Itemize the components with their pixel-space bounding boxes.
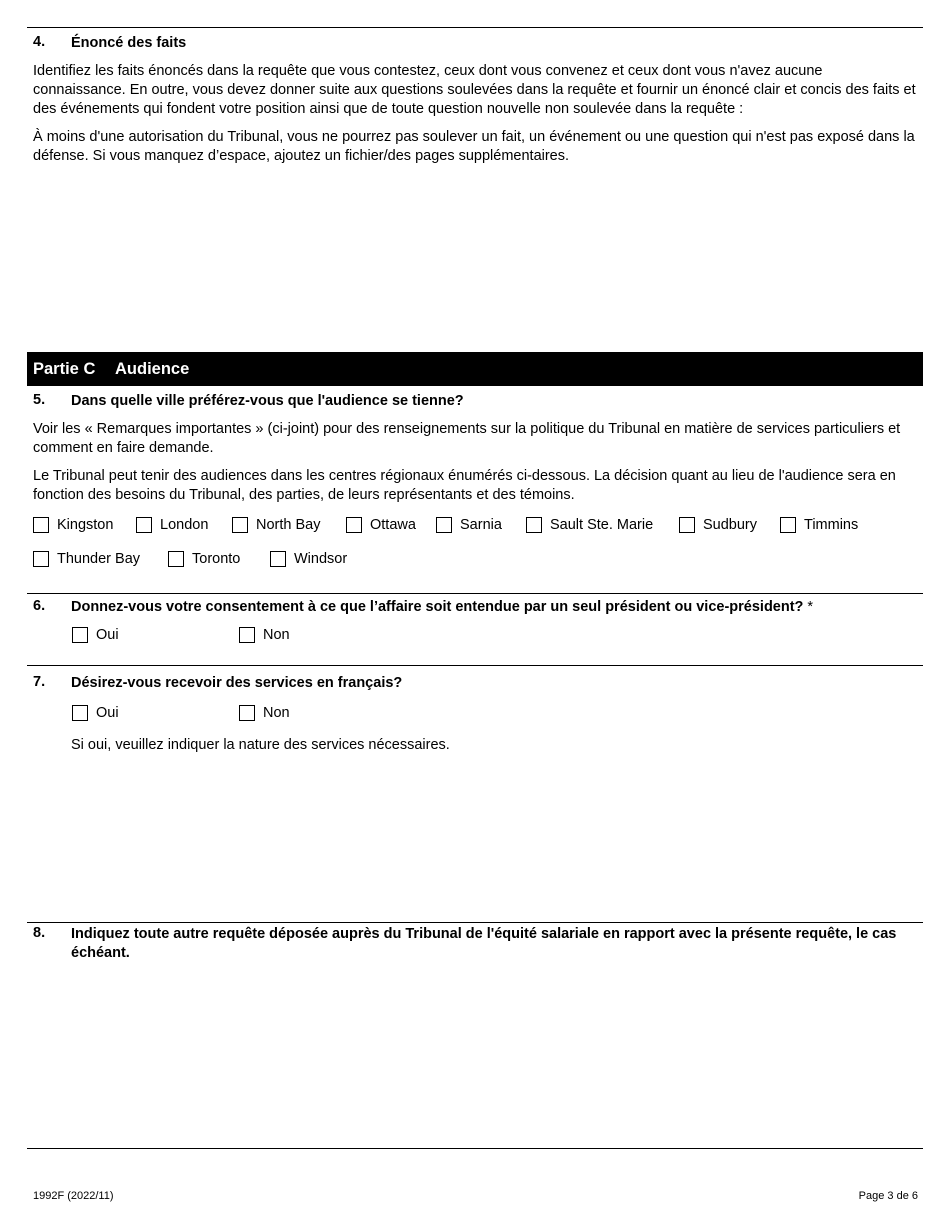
city-label: Timmins xyxy=(804,517,859,533)
city-label: Sarnia xyxy=(460,517,502,533)
q6-question xyxy=(71,598,813,617)
q5-instructions: Voir les « Remarques importantes » (ci-joint) pour des renseignements sur la politique du Tribunal en matière de services particuliers et comment en faire demande. xyxy=(33,421,901,456)
city-checkbox-windsor[interactable] xyxy=(270,551,347,567)
q6-no-checkbox[interactable] xyxy=(239,627,290,643)
checkbox-box[interactable] xyxy=(33,551,49,567)
q7-followup: Si oui, veuillez indiquer la nature des services nécessaires. xyxy=(71,737,450,753)
no-label: Non xyxy=(263,705,290,721)
q4-title: Énoncé des faits xyxy=(71,35,187,51)
city-label: London xyxy=(160,517,209,533)
page-number: Page 3 de 6 xyxy=(858,1190,918,1202)
q7-title: Désirez-vous recevoir des services en français? xyxy=(71,675,403,691)
q6-title: Donnez-vous votre consentement à ce que l’affaire soit entendue par un seul président ou vice-président? xyxy=(71,599,804,615)
checkbox-box[interactable] xyxy=(679,517,695,533)
q4-note: À moins d'une autorisation du Tribunal, vous ne pourrez pas soulever un fait, un événement ou une question qui n'est pas exposé dans la défense. Si vous manquez d’espace, ajoutez un fichier/des pages supplémentaires. xyxy=(33,129,915,164)
city-label: Toronto xyxy=(192,551,241,567)
q4-instructions: Identifiez les faits énoncés dans la requête que vous contestez, ceux dont vous convenez et ceux dont vous n'avez aucune connaissance. En outre, vous devez donner suite aux questions soulevées dans la requête et fournir un énoncé clair et concis des faits et des événements qui fondent votre position ainsi que de toute question nouvelle non soulevée dans la requête : xyxy=(33,63,916,117)
q7-no-checkbox[interactable] xyxy=(239,705,290,721)
q8-title: Indiquez toute autre requête déposée auprès du Tribunal de l'équité salariale en rapport avec la présente requête, le cas échéant. xyxy=(71,926,897,961)
checkbox-box[interactable] xyxy=(239,705,255,721)
city-label: Sudbury xyxy=(703,517,758,533)
q5-title: Dans quelle ville préférez-vous que l'audience se tienne? xyxy=(71,393,464,409)
part-c-label: Partie C xyxy=(33,360,96,378)
city-checkbox-north-bay[interactable] xyxy=(232,517,320,533)
checkbox-box[interactable] xyxy=(33,517,49,533)
no-label: Non xyxy=(263,627,290,643)
checkbox-box[interactable] xyxy=(780,517,796,533)
checkbox-box[interactable] xyxy=(526,517,542,533)
city-checkbox-sarnia[interactable] xyxy=(436,517,502,533)
city-label: Sault Ste. Marie xyxy=(550,517,654,533)
divider xyxy=(27,27,923,28)
checkbox-box[interactable] xyxy=(346,517,362,533)
q5-note: Le Tribunal peut tenir des audiences dans les centres régionaux énumérés ci-dessous. La décision quant au lieu de l'audience sera en fonction des besoins du Tribunal, des parties, de leurs représentants et des témoins. xyxy=(33,468,896,503)
form-code: 1992F (2022/11) xyxy=(33,1190,114,1202)
checkbox-box[interactable] xyxy=(436,517,452,533)
q4-number: 4. xyxy=(33,34,46,50)
city-checkbox-sault-ste-marie[interactable] xyxy=(526,517,653,533)
part-c-banner xyxy=(27,352,923,386)
city-label: North Bay xyxy=(256,517,321,533)
checkbox-box[interactable] xyxy=(72,705,88,721)
city-label: Ottawa xyxy=(370,517,416,533)
q6-yes-checkbox[interactable] xyxy=(72,627,119,643)
city-checkbox-toronto[interactable] xyxy=(168,551,240,567)
city-checkbox-kingston[interactable] xyxy=(33,517,113,533)
q8-answer-area[interactable] xyxy=(33,970,918,1140)
part-c-title: Audience xyxy=(115,360,190,378)
q8-number: 8. xyxy=(33,925,46,941)
checkbox-box[interactable] xyxy=(239,627,255,643)
q7-number: 7. xyxy=(33,674,46,690)
checkbox-box[interactable] xyxy=(270,551,286,567)
q5-number: 5. xyxy=(33,392,46,408)
city-checkbox-thunder-bay[interactable] xyxy=(33,551,140,567)
city-checkbox-sudbury[interactable] xyxy=(679,517,757,533)
divider xyxy=(27,1148,923,1149)
divider xyxy=(27,593,923,594)
checkbox-box[interactable] xyxy=(168,551,184,567)
q7-yes-checkbox[interactable] xyxy=(72,705,119,721)
city-checkbox-london[interactable] xyxy=(136,517,208,533)
city-checkbox-timmins[interactable] xyxy=(780,517,858,533)
city-label: Thunder Bay xyxy=(57,551,141,567)
q7-answer-area[interactable] xyxy=(71,760,918,915)
yes-label: Oui xyxy=(96,627,119,643)
checkbox-box[interactable] xyxy=(136,517,152,533)
required-asterisk: * xyxy=(803,599,814,615)
divider xyxy=(27,922,923,923)
checkbox-box[interactable] xyxy=(232,517,248,533)
q4-answer-area[interactable] xyxy=(33,170,918,345)
city-label: Kingston xyxy=(57,517,114,533)
checkbox-box[interactable] xyxy=(72,627,88,643)
divider xyxy=(27,665,923,666)
city-checkbox-ottawa[interactable] xyxy=(346,517,416,533)
yes-label: Oui xyxy=(96,705,119,721)
city-label: Windsor xyxy=(294,551,348,567)
q6-number: 6. xyxy=(33,598,46,614)
